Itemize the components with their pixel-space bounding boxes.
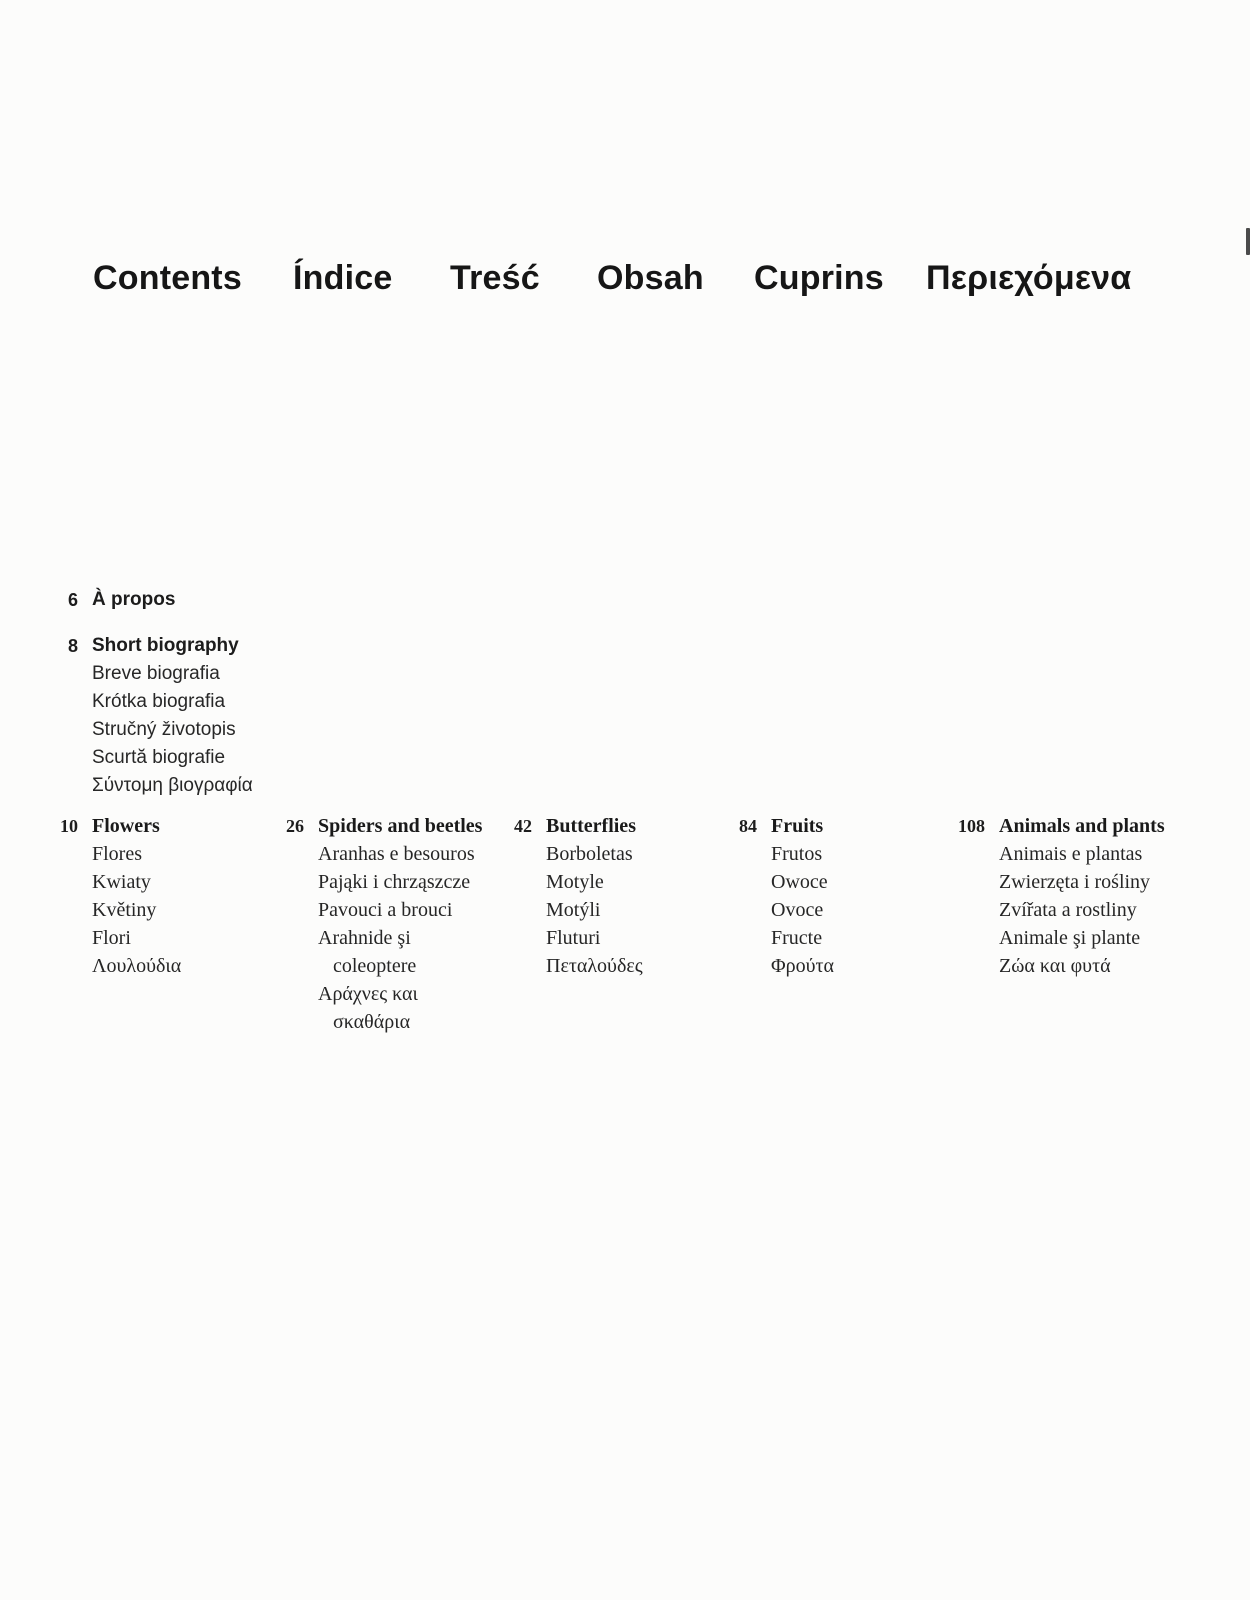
entry-title: Butterflies (546, 815, 636, 837)
page-number: 108 (958, 816, 985, 836)
page-number: 26 (286, 816, 304, 836)
header-title-romanian: Cuprins (754, 259, 884, 297)
translation-line: Květiny (92, 899, 157, 921)
translation-line: Ovoce (771, 899, 824, 921)
translation-line: Breve biografia (92, 663, 220, 684)
page-number: 84 (739, 816, 757, 836)
page-number: 6 (67, 590, 78, 610)
header-title-polish: Treść (450, 259, 540, 297)
toc-entry-animals-and-plants (951, 812, 1165, 980)
translation-line: Kwiaty (92, 871, 151, 893)
translation-line: Fructe (771, 927, 823, 949)
toc-entry-short-biography (44, 632, 253, 800)
entry-title: Spiders and beetles (318, 815, 483, 837)
translation-line: Flores (92, 843, 142, 865)
toc-entry-spiders-and-beetles (270, 812, 482, 1036)
translation-line: Frutos (771, 843, 823, 865)
page-number: 8 (67, 636, 78, 656)
translation-line: Λουλούδια (92, 955, 182, 977)
entry-title: À propos (92, 589, 176, 610)
translation-line: Borboletas (546, 843, 633, 865)
translation-line: Motyle (546, 871, 604, 893)
translation-line: Animale şi plante (999, 927, 1141, 949)
entry-title: Short biography (92, 635, 239, 656)
translation-line: Ζώα και φυτά (999, 955, 1111, 977)
toc-entry-fruits (723, 812, 834, 980)
translation-line: Σύντομη βιογραφία (92, 775, 253, 796)
toc-entry-a-propos (44, 586, 175, 614)
entry-title: Fruits (771, 815, 824, 837)
translation-line: Fluturi (546, 927, 601, 949)
toc-entry-flowers (44, 812, 181, 980)
entry-title: Animals and plants (999, 815, 1165, 837)
page-number: 42 (514, 816, 532, 836)
header-title-greek: Περιεχόμενα (926, 259, 1132, 297)
translation-line: Krótka biografia (92, 691, 226, 712)
translation-line: Pavouci a brouci (318, 899, 453, 921)
translation-line-wrap: coleoptere (333, 955, 417, 977)
translation-line: Πεταλούδες (546, 955, 643, 977)
translation-line: Pająki i chrząszcze (318, 871, 471, 893)
entry-title: Flowers (92, 815, 160, 837)
toc-entry-butterflies (498, 812, 643, 980)
header-title-portuguese: Índice (293, 259, 393, 297)
translation-line: Scurtă biografie (92, 747, 226, 768)
translation-line: Animais e plantas (999, 843, 1143, 865)
translation-line: Flori (92, 927, 131, 949)
translation-line: Zvířata a rostliny (999, 899, 1137, 921)
translation-line: Motýli (546, 899, 601, 921)
translation-line: Φρούτα (771, 955, 835, 977)
translation-line: Αράχνες και (318, 983, 418, 1005)
header-title-english: Contents (93, 259, 242, 297)
translation-line: Stručný životopis (92, 719, 236, 740)
translation-line: Zwierzęta i rośliny (999, 871, 1151, 893)
translation-line: Aranhas e besouros (318, 843, 475, 865)
page-edge-mark (1246, 228, 1250, 255)
translation-line: Owoce (771, 871, 828, 893)
translation-line-wrap: σκαθάρια (333, 1011, 411, 1033)
page-number: 10 (60, 816, 78, 836)
header-title-czech: Obsah (597, 259, 704, 297)
translation-line: Arahnide şi (318, 927, 411, 949)
